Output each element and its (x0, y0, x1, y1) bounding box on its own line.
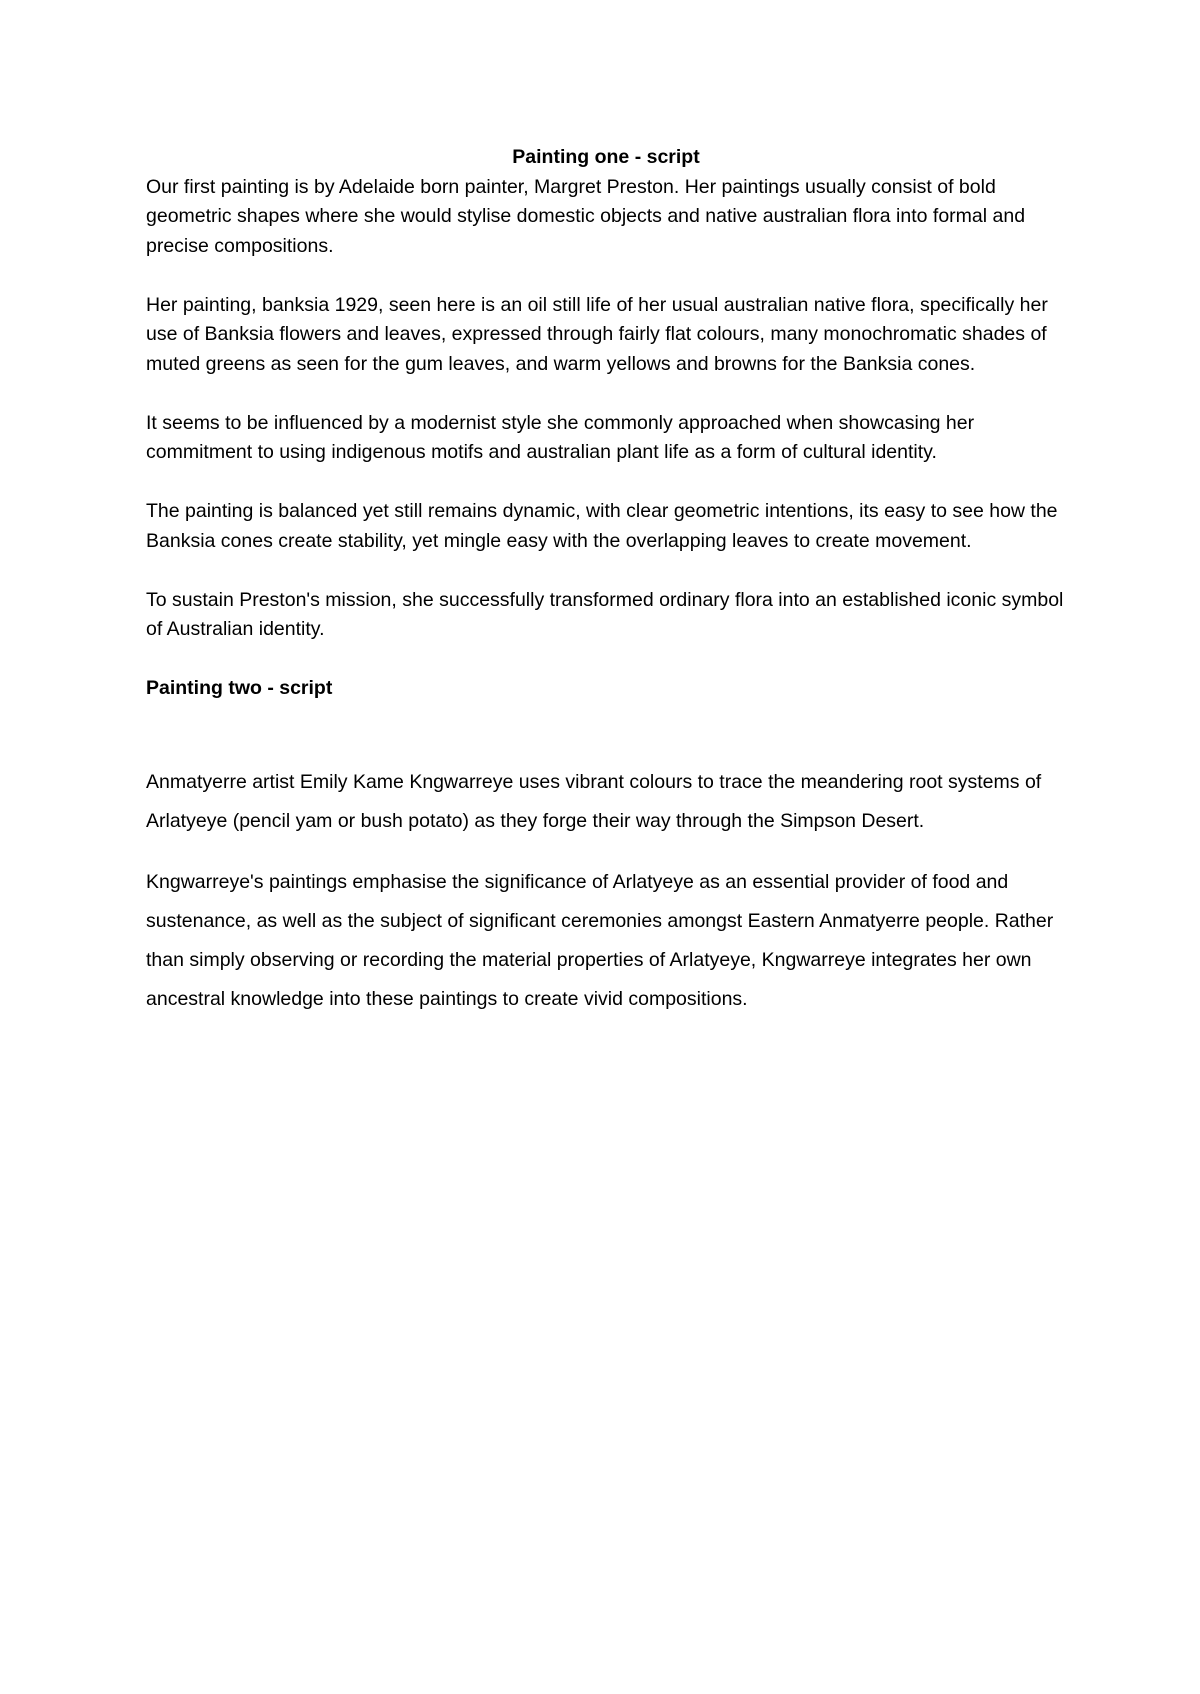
section-two-paragraph-1: Anmatyerre artist Emily Kame Kngwarreye uses vibrant colours to trace the meandering root systems of Arlatyeye (pencil yam or bush potato) as they forge their way through the Simpson Desert. (146, 770, 1042, 832)
section-one-paragraph-2: Her painting, banksia 1929, seen here is an oil still life of her usual australian native flora, specifically her use of Banksia flowers and leaves, expressed through fairly flat colours, many monochromatic shades of muted greens as seen for the gum leaves, and warm yellows and browns for the Banksia cones. (146, 293, 1048, 375)
section-one-paragraph-3: It seems to be influenced by a modernist style she commonly approached when showcasing her commitment to using indigenous motifs and australian plant life as a form of cultural identity. (146, 411, 975, 463)
section-two-body (146, 763, 1066, 1019)
section-one-heading: Painting one - script (512, 146, 700, 168)
section-one-paragraph-4: The painting is balanced yet still remains dynamic, with clear geometric intentions, its easy to see how the Banksia cones create stability, yet mingle easy with the overlapping leaves to create movement. (146, 500, 1058, 552)
document-body (146, 143, 1066, 1041)
section-one-paragraph-5: To sustain Preston's mission, she successfully transformed ordinary flora into an established iconic symbol of Australian identity. (146, 588, 1064, 640)
section-one-paragraph-1: Our first painting is by Adelaide born painter, Margret Preston. Her paintings usually consist of bold geometric shapes where she would stylise domestic objects and native australian flora into formal and precise compositions. (146, 175, 1026, 257)
section-two-heading: Painting two - script (146, 677, 333, 699)
section-two-paragraph-2: Kngwarreye's paintings emphasise the significance of Arlatyeye as an essential provider of food and sustenance, as well as the subject of significant ceremonies amongst Eastern Anmatyerre people. Rather than simply observing or recording the material properties of Arlatyeye, Kngwarreye integrates her own ancestral knowledge into these paintings to create vivid compositions. (146, 870, 1054, 1010)
